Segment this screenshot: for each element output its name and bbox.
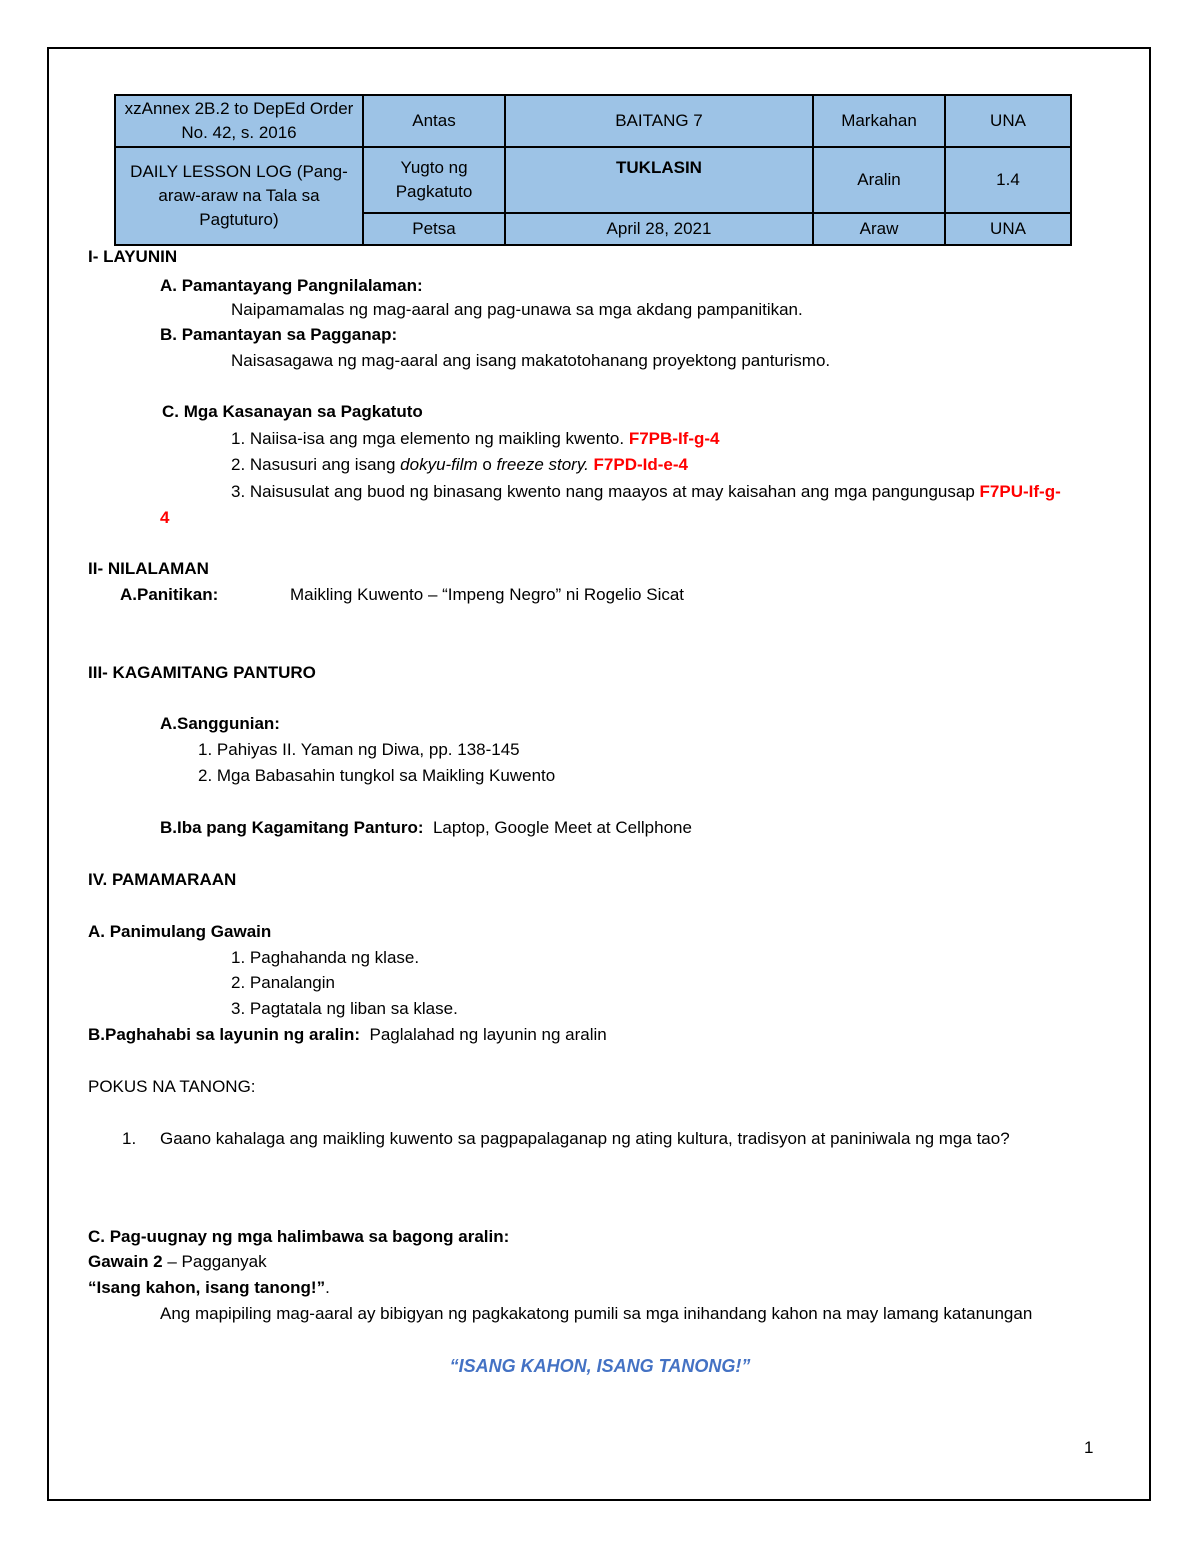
markahan-value: UNA	[945, 95, 1071, 147]
kasanayan-item-2-italic-1: dokyu-film	[400, 455, 478, 474]
paghahabi-label: B.Paghahabi sa layunin ng aralin:	[88, 1025, 361, 1044]
paghahabi	[88, 1024, 607, 1046]
header-table	[114, 94, 1072, 246]
araw-label: Araw	[813, 213, 945, 245]
pamantayang-pangnilalaman-label: A. Pamantayang Pangnilalaman:	[160, 276, 423, 295]
pokus-label: POKUS NA TANONG:	[88, 1077, 256, 1096]
kasanayan-label: C. Mga Kasanayan sa Pagkatuto	[162, 402, 423, 421]
kasanayan-item-3	[231, 481, 1061, 503]
kasanayan-item-1-code: F7PB-If-g-4	[628, 429, 720, 448]
yugto-value: TUKLASIN	[505, 147, 813, 213]
gawain-text: – Pagganyak	[162, 1252, 267, 1271]
yugto-label: Yugto ng Pagkatuto	[363, 147, 505, 213]
araw-value: UNA	[945, 213, 1071, 245]
pamamaraan-heading: IV. PAMAMARAAN	[88, 870, 237, 889]
kagamitan-heading: III- KAGAMITANG PANTURO	[88, 663, 316, 682]
panimulang-item-2: 2. Panalangin	[231, 973, 335, 992]
pag-uugnay-label: C. Pag-uugnay ng mga halimbawa sa bagong aralin:	[88, 1227, 510, 1246]
kahon-description: Ang mapipiling mag-aaral ay bibigyan ng pagkakatong pumili sa mga inihandang kahon na may lamang katanungan	[160, 1304, 1033, 1323]
panitikan-text: Maikling Kuwento – “Impeng Negro” ni Rogelio Sicat	[290, 585, 685, 604]
kasanayan-item-3-code: F7PU-If-g-	[979, 482, 1061, 501]
kahon-title: “Isang kahon, isang tanong!”	[88, 1278, 326, 1297]
sanggunian-item-2: 2. Mga Babasahin tungkol sa Maikling Kuwento	[198, 766, 556, 785]
panimulang-gawain-label: A. Panimulang Gawain	[88, 922, 272, 941]
iba-pang-kagamitan	[160, 817, 692, 839]
pokus-number: 1.	[122, 1129, 137, 1148]
panitikan-label: A.Panitikan:	[120, 585, 219, 604]
kasanayan-item-2-prefix: 2. Nasusuri ang isang	[231, 455, 401, 474]
kasanayan-item-1	[231, 428, 720, 450]
petsa-value: April 28, 2021	[505, 213, 813, 245]
pokus-question: Gaano kahalaga ang maikling kuwento sa pagpapalaganap ng ating kultura, tradisyon at paniniwala ng mga tao?	[160, 1129, 1010, 1148]
aralin-label: Aralin	[813, 147, 945, 213]
gawain-2	[88, 1251, 267, 1273]
panimulang-item-3: 3. Pagtatala ng liban sa klase.	[231, 999, 458, 1018]
layunin-heading: I- LAYUNIN	[88, 247, 178, 266]
iba-pang-kagamitan-label: B.Iba pang Kagamitang Panturo:	[160, 818, 424, 837]
theme-title: “ISANG KAHON, ISANG TANONG!”	[449, 1356, 751, 1376]
markahan-label: Markahan	[813, 95, 945, 147]
petsa-label: Petsa	[363, 213, 505, 245]
sanggunian-item-1: 1. Pahiyas II. Yaman ng Diwa, pp. 138-145	[198, 740, 520, 759]
kahon-title-line	[88, 1277, 330, 1299]
kahon-dot: .	[325, 1278, 330, 1297]
antas-label: Antas	[363, 95, 505, 147]
kasanayan-item-2-code: F7PD-Id-e-4	[588, 455, 688, 474]
gawain-label: Gawain 2	[88, 1252, 163, 1271]
nilalaman-heading: II- NILALAMAN	[88, 559, 209, 578]
kasanayan-item-3-code-end: 4	[160, 508, 170, 527]
panimulang-item-1: 1. Paghahanda ng klase.	[231, 948, 420, 967]
kasanayan-item-2	[231, 454, 688, 476]
kasanayan-item-3-text: 3. Naisusulat ang buod ng binasang kwento nang maayos at may kaisahan ang mga pangungusap	[231, 482, 980, 501]
iba-pang-kagamitan-text: Laptop, Google Meet at Cellphone	[423, 818, 692, 837]
antas-value: BAITANG 7	[505, 95, 813, 147]
page-number: 1	[1084, 1438, 1094, 1457]
pamantayan-pagganap-text: Naisasagawa ng mag-aaral ang isang makatotohanang proyektong panturismo.	[231, 351, 831, 370]
pamantayan-pagganap-label: B. Pamantayan sa Pagganap:	[160, 325, 398, 344]
kasanayan-item-2-middle: o	[477, 455, 497, 474]
aralin-value: 1.4	[945, 147, 1071, 213]
pamantayang-pangnilalaman-text: Naipamamalas ng mag-aaral ang pag-unawa sa mga akdang pampanitikan.	[231, 300, 803, 319]
annex-cell: xzAnnex 2B.2 to DepEd Order No. 42, s. 2016	[115, 95, 363, 147]
kasanayan-item-2-italic-2: freeze story.	[496, 455, 589, 474]
log-title-cell: DAILY LESSON LOG (Pang-araw-araw na Tala sa Pagtuturo)	[115, 147, 363, 245]
sanggunian-label: A.Sanggunian:	[160, 714, 280, 733]
kasanayan-item-1-text: 1. Naiisa-isa ang mga elemento ng maikling kwento.	[231, 429, 629, 448]
paghahabi-text: Paglalahad ng layunin ng aralin	[360, 1025, 607, 1044]
